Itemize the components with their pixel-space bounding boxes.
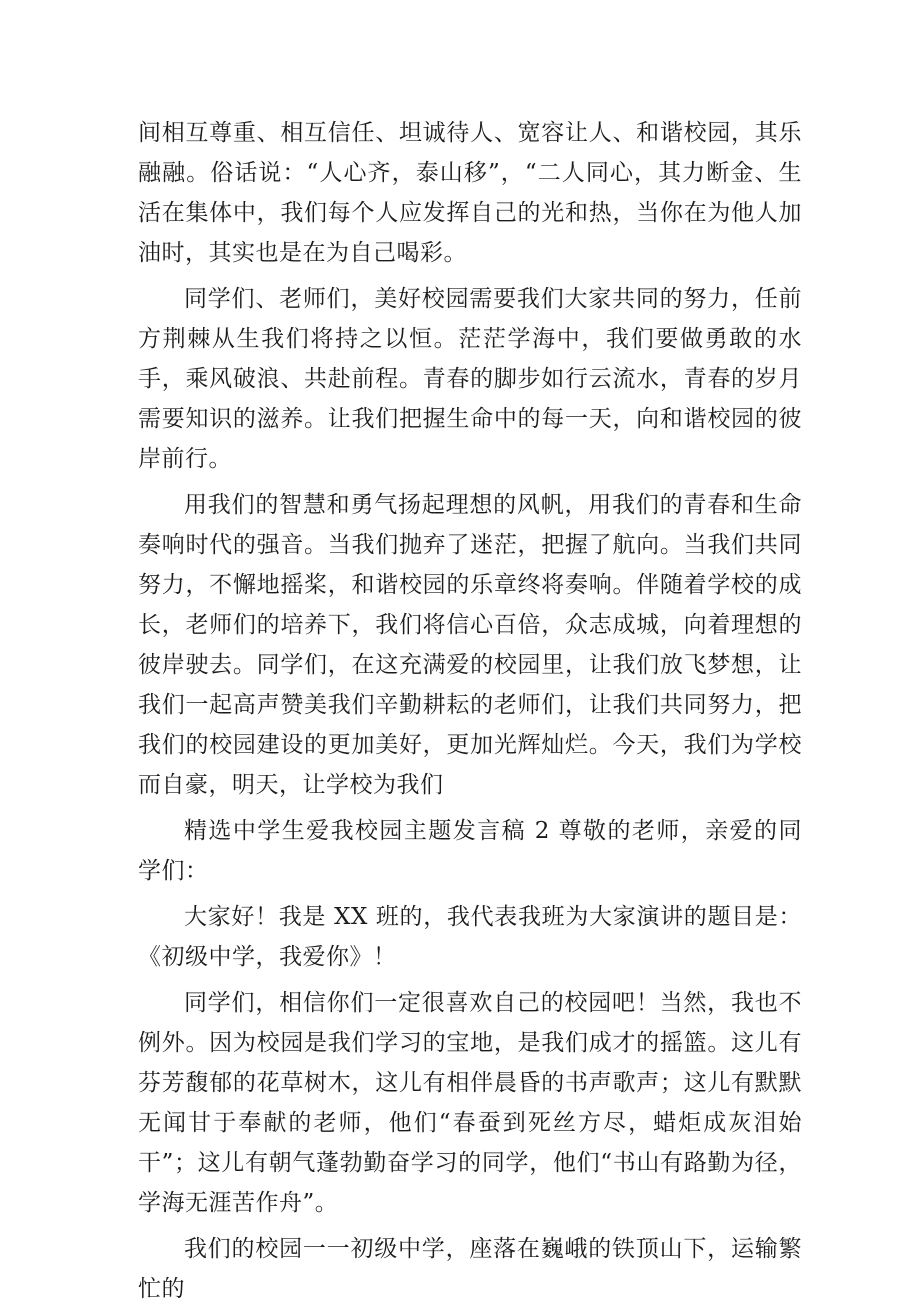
paragraph-2: 同学们、老师们，美好校园需要我们大家共同的努力，任前方荆棘从生我们将持之以恒。茫茫学海中，我们要做勇敢的水手，乘风破浪、共赴前程。青春的脚步如行云流水，青春的岁月需要知识的滋养。让我们把握生命中的每一天，向和谐校园的彼岸前行。: [138, 286, 802, 472]
paragraph-7: 我们的校园一一初级中学，座落在巍峨的铁顶山下，运输繁忙的: [138, 1236, 802, 1302]
paragraph-1: 间相互尊重、相互信任、坦诚待人、宽容让人、和谐校园，其乐融融。俗话说：“人心齐，泰山移”，“二人同心，其力断金、生活在集体中，我们每个人应发挥自己的光和热，当你在为他人加油时，其实也是在为自己喝彩。: [138, 120, 802, 266]
paragraph-4: 精选中学生爱我校园主题发言稿 2 尊敬的老师，亲爱的同学们：: [138, 818, 802, 884]
paragraph-5: 大家好！我是 XX 班的，我代表我班为大家演讲的题目是：《初级中学，我爱你》！: [138, 904, 802, 970]
paragraph-6: 同学们，相信你们一定很喜欢自己的校园吧！当然，我也不例外。因为校园是我们学习的宝地，是我们成才的摇篮。这儿有芬芳馥郁的花草树木，这儿有相伴晨昏的书声歌声；这儿有默默无闻甘于奉献的老师，他们“春蚕到死丝方尽，蜡炬成灰泪始干”；这儿有朝气蓬勃勤奋学习的同学，他们“书山有路勤为径，学海无涯苦作舟”。: [138, 990, 802, 1216]
paragraph-3: 用我们的智慧和勇气扬起理想的风帆，用我们的青春和生命奏响时代的强音。当我们抛弃了迷茫，把握了航向。当我们共同努力，不懈地摇桨，和谐校园的乐章终将奏响。伴随着学校的成长，老师们的培养下，我们将信心百倍，众志成城，向着理想的彼岸驶去。同学们，在这充满爱的校园里，让我们放飞梦想，让我们一起高声赞美我们辛勤耕耘的老师们，让我们共同努力，把我们的校园建设的更加美好，更加光辉灿烂。今天，我们为学校而自豪，明天，让学校为我们: [138, 492, 802, 798]
body-text: [138, 113, 802, 1315]
